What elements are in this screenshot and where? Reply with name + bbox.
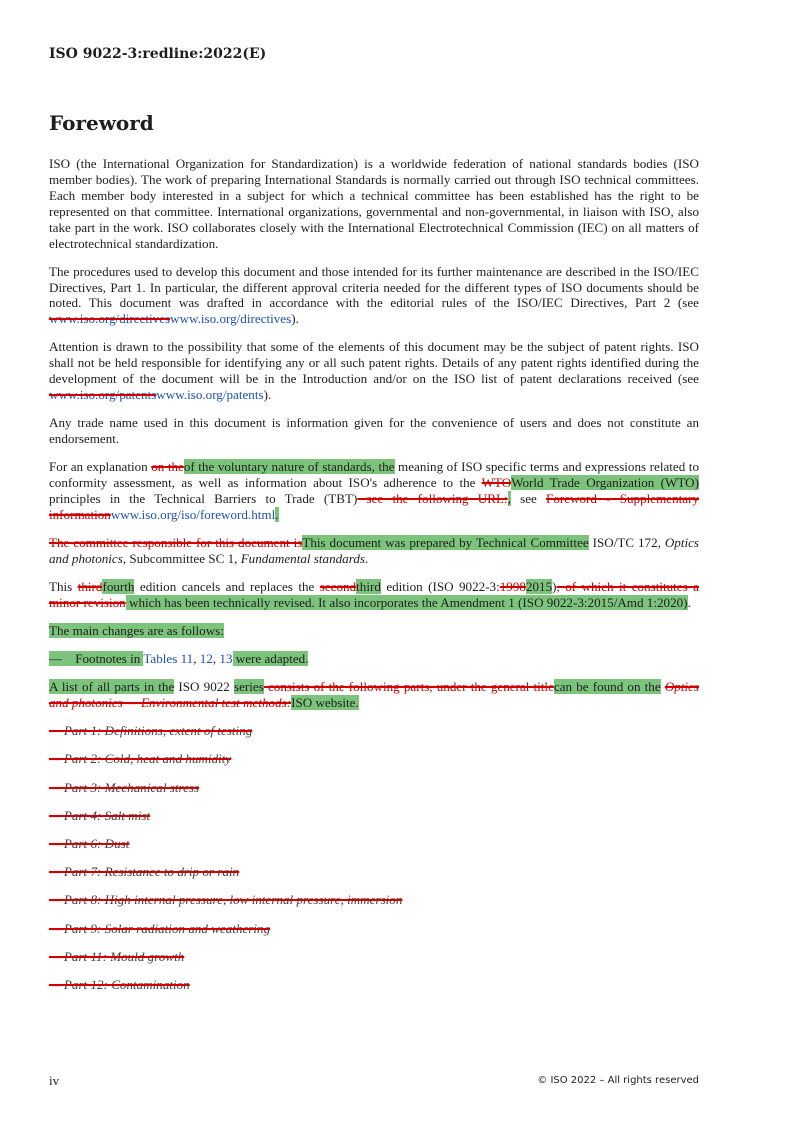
inserted-text: 2015	[525, 579, 553, 595]
page-number: iv	[49, 1073, 60, 1088]
inserted-text: ISO website.	[291, 695, 359, 711]
deleted-link[interactable]: www.iso.org/patents	[49, 387, 157, 403]
deleted-text: see the following URL:	[357, 491, 508, 507]
paragraph-patents: Attention is drawn to the possibility that some of the elements of this document may be the subject of patent rights. ISO shall not be held responsible for identifying any or all such patent rights. Details of any patent rights identified during the development of the document will be in the Introduction and/or on the ISO list of patent declarations received (see www.iso.org/patentswww.iso.org/patents).	[49, 339, 699, 403]
inserted-text: .	[275, 506, 279, 522]
deleted-text: second	[319, 579, 357, 595]
page-title: Foreword	[49, 111, 154, 135]
deleted-text: Optics and photonics — Environmental test methods:	[49, 679, 699, 711]
list-item: — Part 9: Solar radiation and weathering	[49, 920, 271, 936]
deleted-text: third	[77, 579, 103, 595]
paragraph-iso-intro: ISO (the International Organization for Standardization) is a worldwide federation of national standards bodies (ISO member bodies). The work of preparing International Standards is normally carried out through ISO technical committees. Each member body interested in a subject for which a technical committee has been established has the right to be represented on that committee. International organizations, governmental and non-governmental, in liaison with ISO, also take part in the work. ISO collaborates closely with the International Electrotechnical Commission (IEC) on all matters of electrotechnical standardization.	[49, 156, 699, 251]
inserted-text: A list of all parts in the	[49, 679, 175, 695]
deleted-text: consists of the following parts, under the general title	[263, 679, 554, 695]
deleted-text: , of which it constitutes a minor revision	[49, 579, 699, 610]
table-11-link[interactable]: Tables 11	[143, 651, 194, 667]
inserted-text: series	[234, 679, 264, 695]
deleted-text: 1998	[499, 579, 526, 595]
inserted-text: ,	[507, 491, 511, 507]
deleted-parts-list	[49, 723, 699, 993]
deleted-text: Foreword - Supplementary information	[49, 491, 699, 522]
inserted-text: can be found on the	[553, 679, 661, 695]
deleted-text: on the	[151, 459, 184, 475]
patents-link[interactable]: www.iso.org/patents	[156, 387, 264, 403]
change-list-item: — Footnotes in Tables 11, 12, 13 were adapted.	[49, 651, 309, 667]
inserted-text: third	[356, 579, 381, 595]
paragraph-committee: The committee responsible for this document isThis document was prepared by Technical Committee ISO/TC 172, Optics and photonics, Subcommittee SC 1, Fundamental standards.	[49, 535, 699, 566]
paragraph-parts-list-intro: A list of all parts in the ISO 9022 series consists of the following parts, under the general titlecan be found on the Optics and photonics — Environmental test methods:ISO website.	[49, 679, 699, 711]
list-item: — Part 1: Definitions, extent of testing	[49, 723, 253, 739]
table-13-link[interactable]: 13	[219, 651, 233, 667]
list-item: — Part 6: Dust	[49, 836, 130, 851]
list-item: — Part 12: Contamination	[49, 976, 190, 992]
document-body	[49, 156, 699, 1005]
inserted-text: This document was prepared by Technical Committee	[302, 535, 589, 551]
inserted-text: fourth	[102, 579, 135, 595]
copyright-notice: © ISO 2022 – All rights reserved	[537, 1075, 699, 1086]
inserted-text: of the voluntary nature of standards, the	[183, 459, 395, 475]
list-item: — Part 8: High internal pressure, low internal pressure, immersion	[49, 892, 403, 908]
foreword-link[interactable]: www.iso.org/iso/foreword.html	[110, 506, 276, 522]
deleted-text: WTO	[481, 475, 512, 491]
deleted-text: The committee responsible for this document is	[49, 535, 303, 551]
directives-link[interactable]: www.iso.org/directives	[170, 311, 292, 327]
list-item: — Part 7: Resistance to drip or rain	[49, 864, 240, 880]
paragraph-trade-name: Any trade name used in this document is information given for the convenience of users and does not constitute an endorsement.	[49, 415, 699, 447]
deleted-link[interactable]: www.iso.org/directives	[49, 311, 171, 327]
list-item: — Part 2: Cold, heat and humidity	[49, 751, 232, 767]
list-item: — Part 11: Mould growth	[49, 948, 185, 964]
inserted-text: which has been technically revised. It also incorporates the Amendment 1 (ISO 9022-3:2015/Amd 1:2020)	[125, 594, 688, 610]
document-id-header: ISO 9022-3:redline:2022(E)	[49, 46, 267, 62]
list-item: — Part 4: Salt mist	[49, 807, 151, 823]
list-item: — Part 3: Mechanical stress	[49, 779, 200, 795]
paragraph-explanation: For an explanation on theof the voluntary nature of standards, the meaning of ISO specific terms and expressions related to conformity assessment, as well as information about ISO's adherence to the WTOWorld Trade Organization (WTO) principles in the Technical Barriers to Trade (TBT) see the following URL:, see Foreword - Supplementary informationwww.iso.org/iso/foreword.html.	[49, 459, 699, 522]
paragraph-main-changes: The main changes are as follows:	[49, 623, 224, 639]
paragraph-procedures: The procedures used to develop this document and those intended for its further maintenance are described in the ISO/IEC Directives, Part 1. In particular, the different approval criteria needed for the different types of ISO documents should be noted. This document was drafted in accordance with the editorial rules of the ISO/IEC Directives, Part 2 (see www.iso.org/directiveswww.iso.org/directives).	[49, 263, 699, 327]
inserted-text: World Trade Organization (WTO)	[511, 475, 699, 491]
table-12-link[interactable]: 12	[199, 651, 213, 667]
paragraph-edition: This thirdfourth edition cancels and replaces the secondthird edition (ISO 9022-3:19982015), of which it constitutes a minor revision which has been technically revised. It also incorporates the Amendment 1 (ISO 9022-3:2015/Amd 1:2020).	[49, 579, 699, 610]
